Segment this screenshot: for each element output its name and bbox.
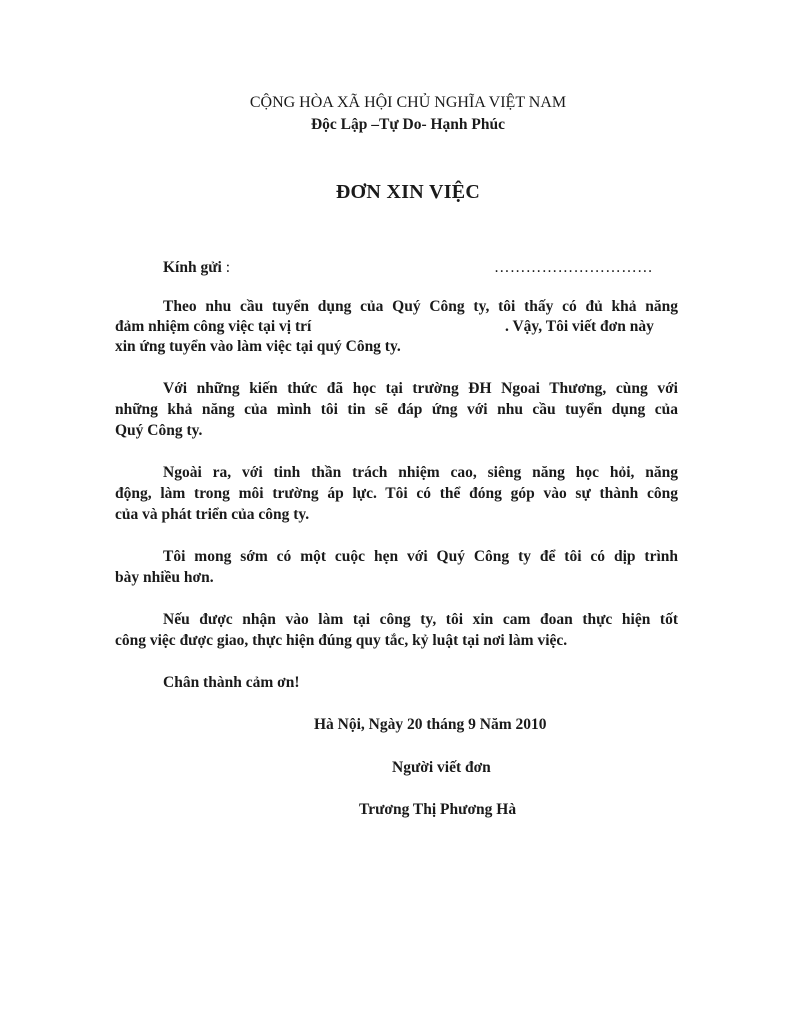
national-header: CỘNG HÒA XÃ HỘI CHỦ NGHĨA VIỆT NAM <box>249 94 567 111</box>
paragraph-1-line-1: Theo nhu cầu tuyển dụng của Quý Công ty, tôi thấy có đủ khả năng <box>163 298 678 315</box>
paragraph-4-line-2: bày nhiều hơn. <box>115 569 214 586</box>
document-title: ĐƠN XIN VIỆC <box>335 181 481 203</box>
paragraph-3-line-3: của và phát triển của công ty. <box>115 506 310 523</box>
paragraph-2-line-1: Với những kiến thức đã học tại trường ĐH Ngoai Thương, cùng với <box>163 380 678 397</box>
closing-line: Chân thành cảm ơn! <box>163 674 300 691</box>
paragraph-4-line-1: Tôi mong sớm có một cuộc hẹn với Quý Công ty để tôi có dịp trình <box>163 548 678 565</box>
paragraph-5-line-2: công việc được giao, thực hiện đúng quy tắc, kỷ luật tại nơi làm việc. <box>115 632 568 649</box>
paragraph-1-line-3: xin ứng tuyển vào làm việc tại quý Công ty. <box>115 338 401 355</box>
paragraph-3-line-1: Ngoài ra, với tinh thần trách nhiệm cao, siêng năng học hỏi, năng <box>163 464 678 481</box>
position-label: đảm nhiệm công việc tại vị trí <box>115 318 312 335</box>
signature-label: Người viết đơn <box>392 759 491 776</box>
signer-name: Trương Thị Phương Hà <box>359 801 517 818</box>
paragraph-3-line-2: động, làm trong môi trường áp lực. Tôi có thể đóng góp vào sự thành công <box>115 485 678 502</box>
place-date: Hà Nội, Ngày 20 tháng 9 Năm 2010 <box>314 716 547 733</box>
paragraph-2-line-3: Quý Công ty. <box>115 422 203 439</box>
paragraph-1-line-2 <box>115 318 465 336</box>
recipient-placeholder: ………………………… <box>494 259 653 276</box>
paragraph-1-line-2b: . Vậy, Tôi viết đơn này <box>505 318 654 335</box>
salutation-label: Kính gửi <box>163 259 222 276</box>
salutation <box>163 259 230 277</box>
paragraph-2-line-2: những khả năng của mình tôi tin sẽ đáp ứng với nhu cầu tuyển dụng của <box>115 401 678 418</box>
salutation-colon: : <box>221 259 231 276</box>
paragraph-5-line-1: Nếu được nhận vào làm tại công ty, tôi xin cam đoan thực hiện tốt <box>163 611 678 628</box>
motto: Độc Lập –Tự Do- Hạnh Phúc <box>310 116 506 133</box>
